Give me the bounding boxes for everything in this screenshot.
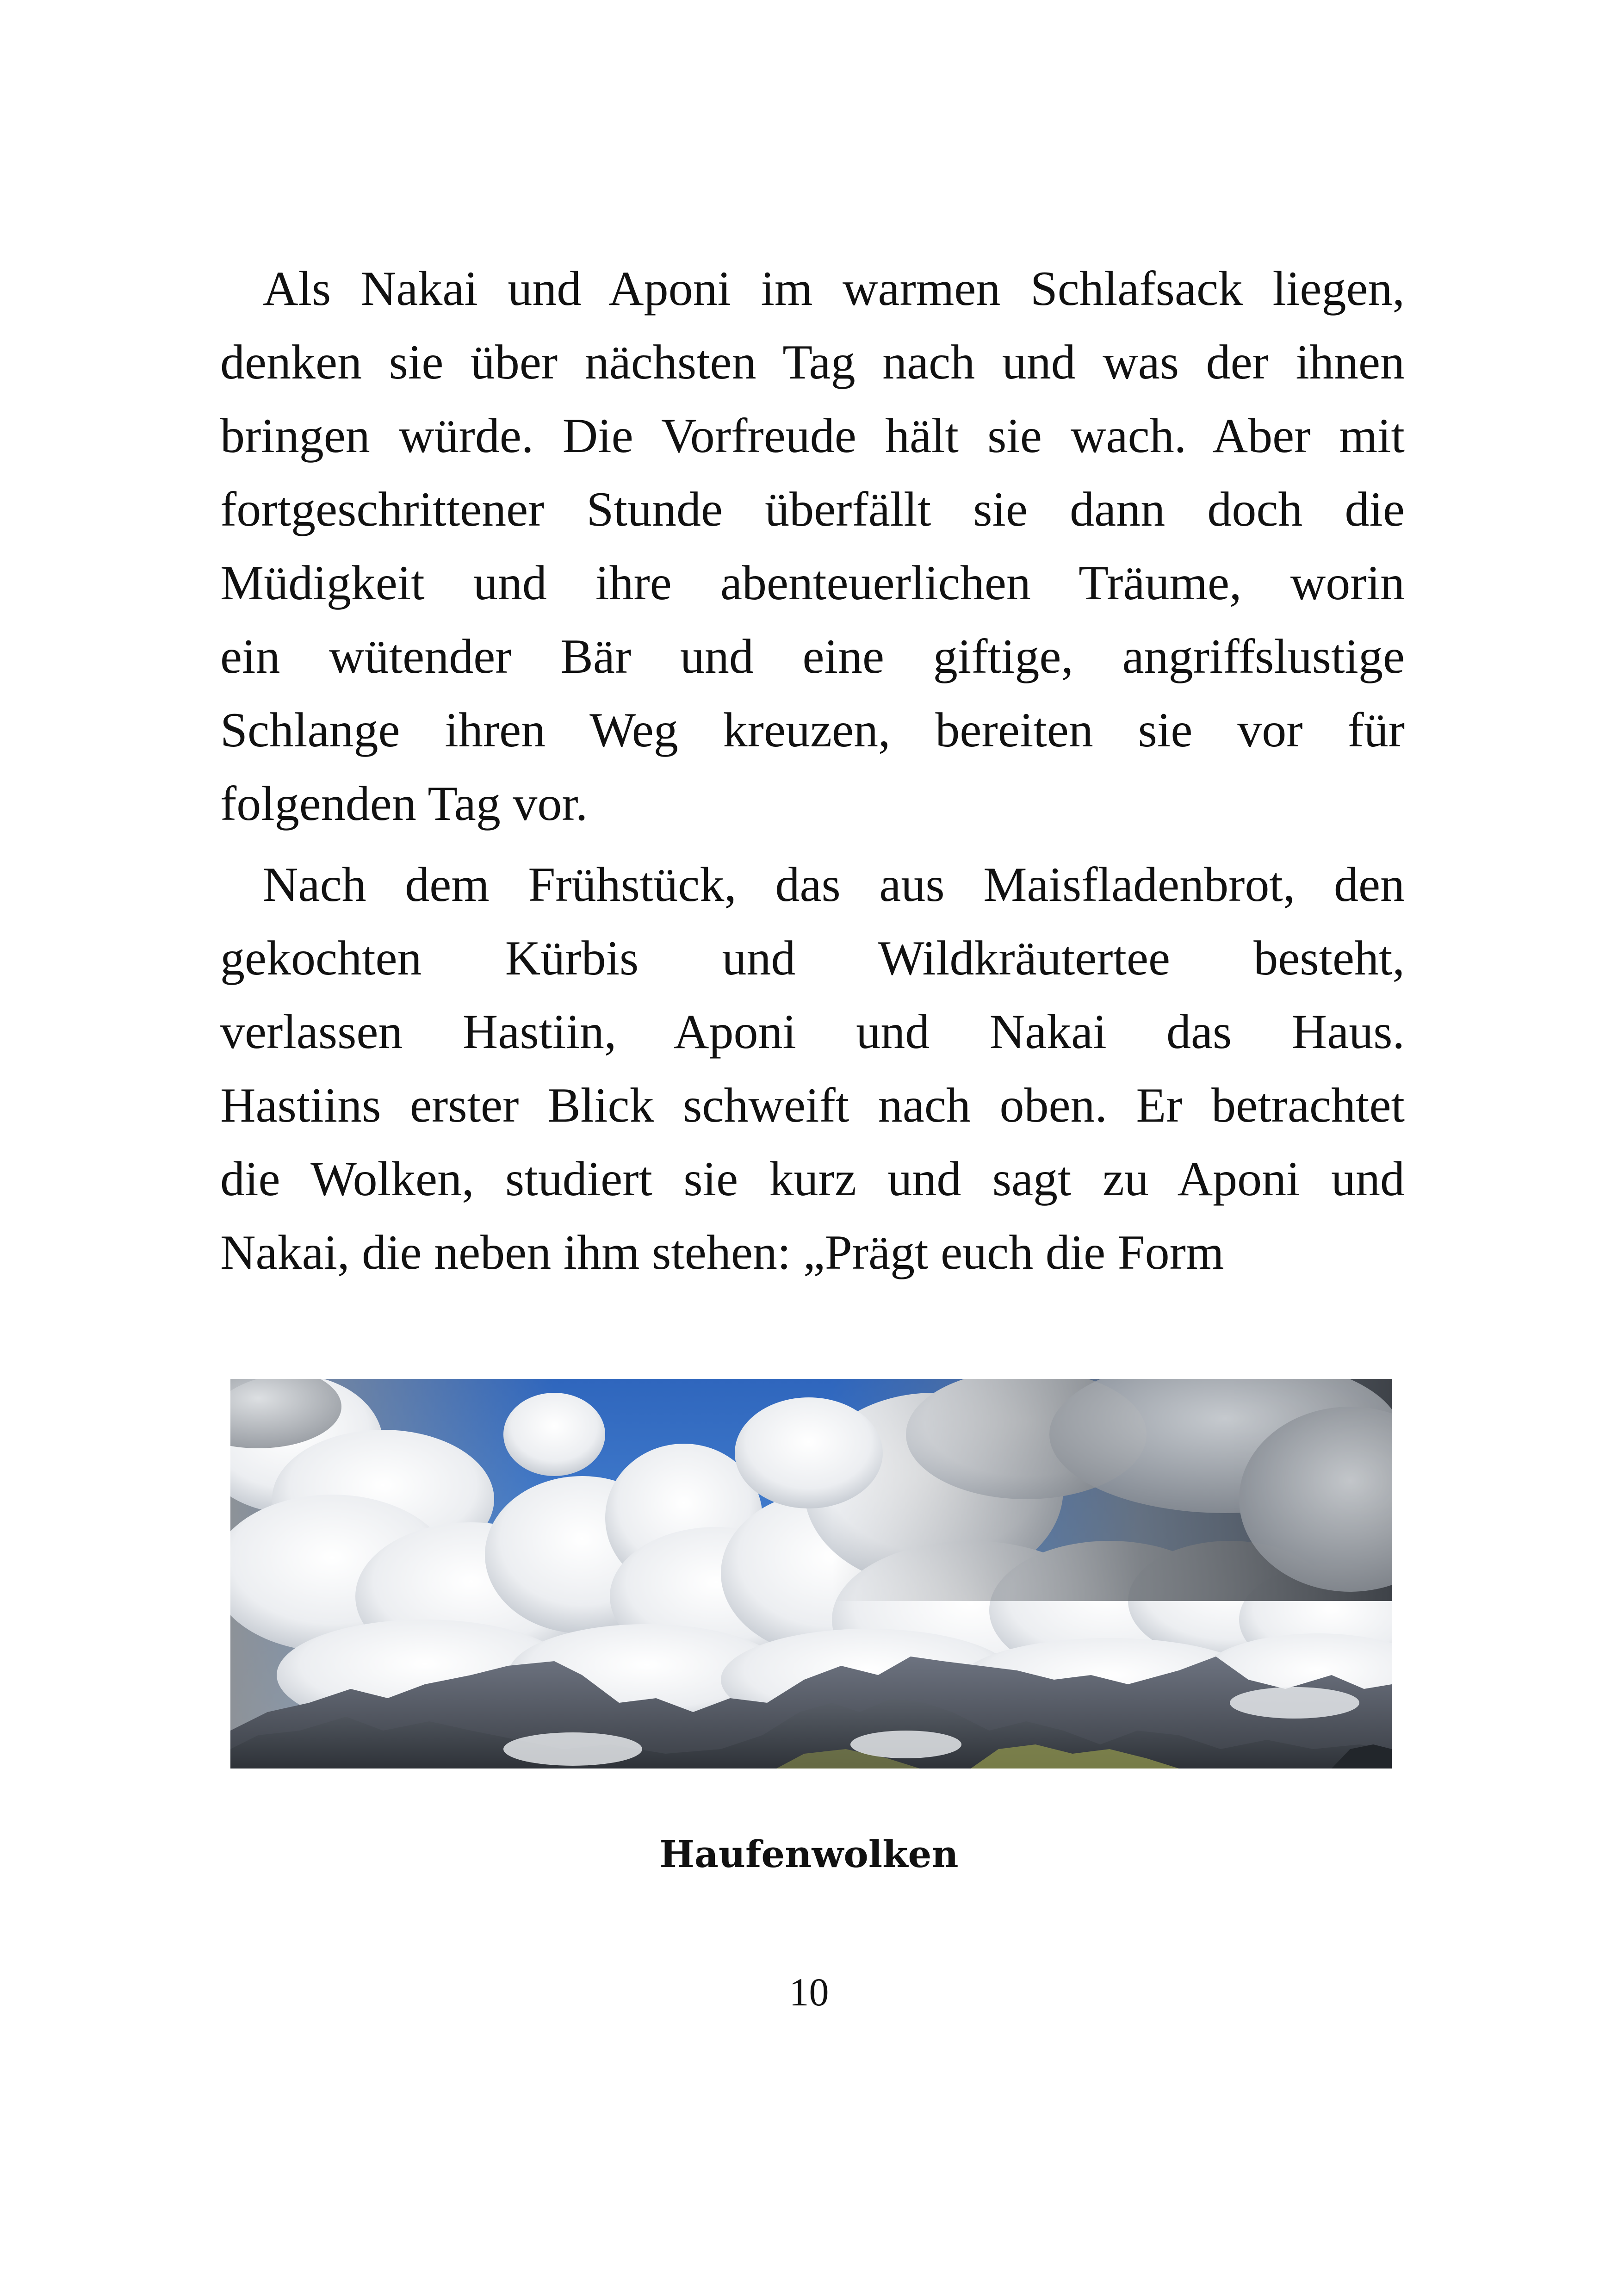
text-line: ein wütender Bär und eine giftige, angriffslustige [220, 629, 1405, 683]
paragraph-2 [220, 848, 1405, 1289]
text-line: die Wolken, studiert sie kurz und sagt zu Aponi und [220, 1152, 1405, 1206]
paragraph-1 [220, 252, 1405, 840]
text-line: verlassen Hastiin, Aponi und Nakai das Haus. [220, 1005, 1405, 1059]
text-line: bringen würde. Die Vorfreude hält sie wach. Aber mit [220, 409, 1405, 463]
text-line: fortgeschrittener Stunde überfällt sie dann doch die [220, 482, 1405, 536]
text-line: gekochten Kürbis und Wildkräutertee besteht, [220, 931, 1405, 985]
text-line: Als Nakai und Aponi im warmen Schlafsack liegen, [263, 261, 1405, 316]
text-line: Müdigkeit und ihre abenteuerlichen Träume, worin [220, 556, 1405, 610]
text-line: Nach dem Frühstück, das aus Maisfladenbrot, den [263, 857, 1405, 912]
text-line: Hastiins erster Blick schweift nach oben. Er betrachtet [220, 1078, 1405, 1132]
text-line: denken sie über nächsten Tag nach und was der ihnen [220, 335, 1405, 389]
cloud-panorama-photo [230, 1379, 1392, 1769]
text-line: Schlange ihren Weg kreuzen, bereiten sie vor für [220, 703, 1405, 757]
text-line: Nakai, die neben ihm stehen: „Prägt euch die Form [220, 1225, 1224, 1279]
cloud-panorama-illustration [230, 1379, 1392, 1769]
text-line: folgenden Tag vor. [220, 776, 588, 831]
figure-caption: Haufenwolken [659, 1832, 959, 1876]
page-number: 10 [789, 1970, 829, 2014]
